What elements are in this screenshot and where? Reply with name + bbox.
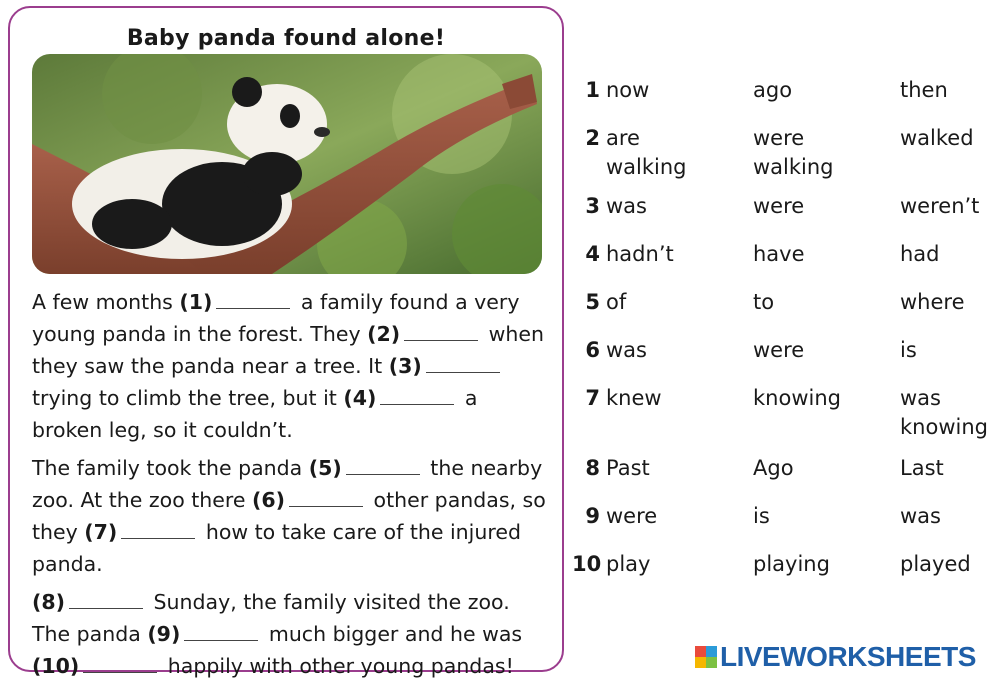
option-number: 4: [585, 242, 600, 266]
story-text-run: when they saw the panda near a tree. It: [32, 322, 544, 378]
option-choice-c[interactable]: weren’t: [900, 194, 980, 218]
story-text: [32, 286, 552, 688]
answer-blank[interactable]: [83, 654, 157, 673]
option-choice-a[interactable]: was: [606, 194, 647, 218]
logo-text: LIVEWORKSHEETS: [720, 641, 976, 672]
answer-blank[interactable]: [289, 488, 363, 507]
option-choice-c[interactable]: had: [900, 242, 940, 266]
story-text-run: much bigger and he was: [262, 622, 523, 646]
liveworksheets-logo: [695, 642, 976, 672]
story-card: [8, 6, 564, 678]
option-number: 1: [585, 78, 600, 102]
option-choice-b[interactable]: to: [753, 290, 775, 314]
option-choice-c[interactable]: is: [900, 338, 917, 362]
option-choice-c[interactable]: then: [900, 78, 948, 102]
story-text-run: trying to climb the tree, but it: [32, 386, 344, 410]
story-text-run: Sunday, the family visited the zoo. The panda: [32, 590, 510, 646]
worksheet-title: Baby panda found alone!: [126, 26, 446, 51]
option-choice-b[interactable]: ago: [753, 78, 793, 102]
option-choice-a[interactable]: was: [606, 338, 647, 362]
answer-blank[interactable]: [346, 456, 420, 475]
option-choice-c[interactable]: Last: [900, 456, 944, 480]
gap-number: (2): [367, 322, 401, 346]
option-choice-c[interactable]: played: [900, 552, 971, 576]
option-choice-b[interactable]: were: [753, 338, 805, 362]
option-number: 5: [585, 290, 600, 314]
answer-blank[interactable]: [69, 590, 143, 609]
option-choice-c[interactable]: walked: [900, 126, 974, 150]
gap-number: (5): [308, 456, 342, 480]
option-number: 7: [585, 386, 600, 410]
answer-blank[interactable]: [216, 290, 290, 309]
answer-blank[interactable]: [426, 354, 500, 373]
option-choice-b[interactable]: were walking: [753, 126, 834, 179]
option-number: 6: [585, 338, 600, 362]
option-choice-b[interactable]: is: [753, 504, 770, 528]
option-choice-c[interactable]: where: [900, 290, 965, 314]
story-paragraph-1: [32, 286, 552, 446]
option-choice-c[interactable]: was knowing: [900, 386, 988, 439]
option-choice-a[interactable]: hadn’t: [606, 242, 674, 266]
option-choice-a[interactable]: were: [606, 504, 658, 528]
answer-blank[interactable]: [184, 622, 258, 641]
story-text-run: a family found a very young panda in the forest. They: [32, 290, 520, 346]
panda-photo: [32, 54, 542, 274]
option-choice-b[interactable]: have: [753, 242, 805, 266]
story-text-run: how to take care of the injured panda.: [32, 520, 521, 576]
answer-blank[interactable]: [404, 322, 478, 341]
option-choice-a[interactable]: Past: [606, 456, 650, 480]
option-choice-a[interactable]: of: [606, 290, 627, 314]
story-text-run: the nearby zoo. At the zoo there: [32, 456, 543, 512]
option-choice-a[interactable]: knew: [606, 386, 662, 410]
option-number: 9: [585, 504, 600, 528]
liveworksheets-logo-icon: [695, 646, 717, 668]
gap-number: (7): [84, 520, 118, 544]
option-number: 10: [572, 552, 602, 576]
option-number: 3: [585, 194, 600, 218]
gap-number: (3): [388, 354, 422, 378]
answer-blank[interactable]: [380, 386, 454, 405]
option-number: 2: [585, 126, 600, 150]
option-choice-b[interactable]: knowing: [753, 386, 841, 410]
story-text-run: a broken leg, so it couldn’t.: [32, 386, 478, 442]
story-text-run: other pandas, so they: [32, 488, 546, 544]
gap-number: (8): [32, 590, 66, 614]
answer-blank[interactable]: [121, 520, 195, 539]
story-paragraph-3: [32, 586, 552, 682]
option-choice-c[interactable]: was: [900, 504, 941, 528]
gap-number: (4): [343, 386, 377, 410]
option-choice-b[interactable]: Ago: [753, 456, 794, 480]
option-choice-a[interactable]: now: [606, 78, 650, 102]
option-choice-b[interactable]: playing: [753, 552, 830, 576]
gap-number: (1): [179, 290, 213, 314]
option-choice-b[interactable]: were: [753, 194, 805, 218]
option-choice-a[interactable]: are walking: [606, 126, 687, 179]
panda-on-tree-photo-icon: [32, 54, 542, 274]
story-paragraph-2: [32, 452, 552, 580]
story-text-run: happily with other young pandas!: [161, 654, 514, 678]
story-text-run: The family took the panda: [32, 456, 309, 480]
option-choice-a[interactable]: play: [606, 552, 651, 576]
story-text-run: A few months: [32, 290, 180, 314]
gap-number: (6): [252, 488, 286, 512]
option-number: 8: [585, 456, 600, 480]
gap-number: (10): [32, 654, 80, 678]
gap-number: (9): [147, 622, 181, 646]
